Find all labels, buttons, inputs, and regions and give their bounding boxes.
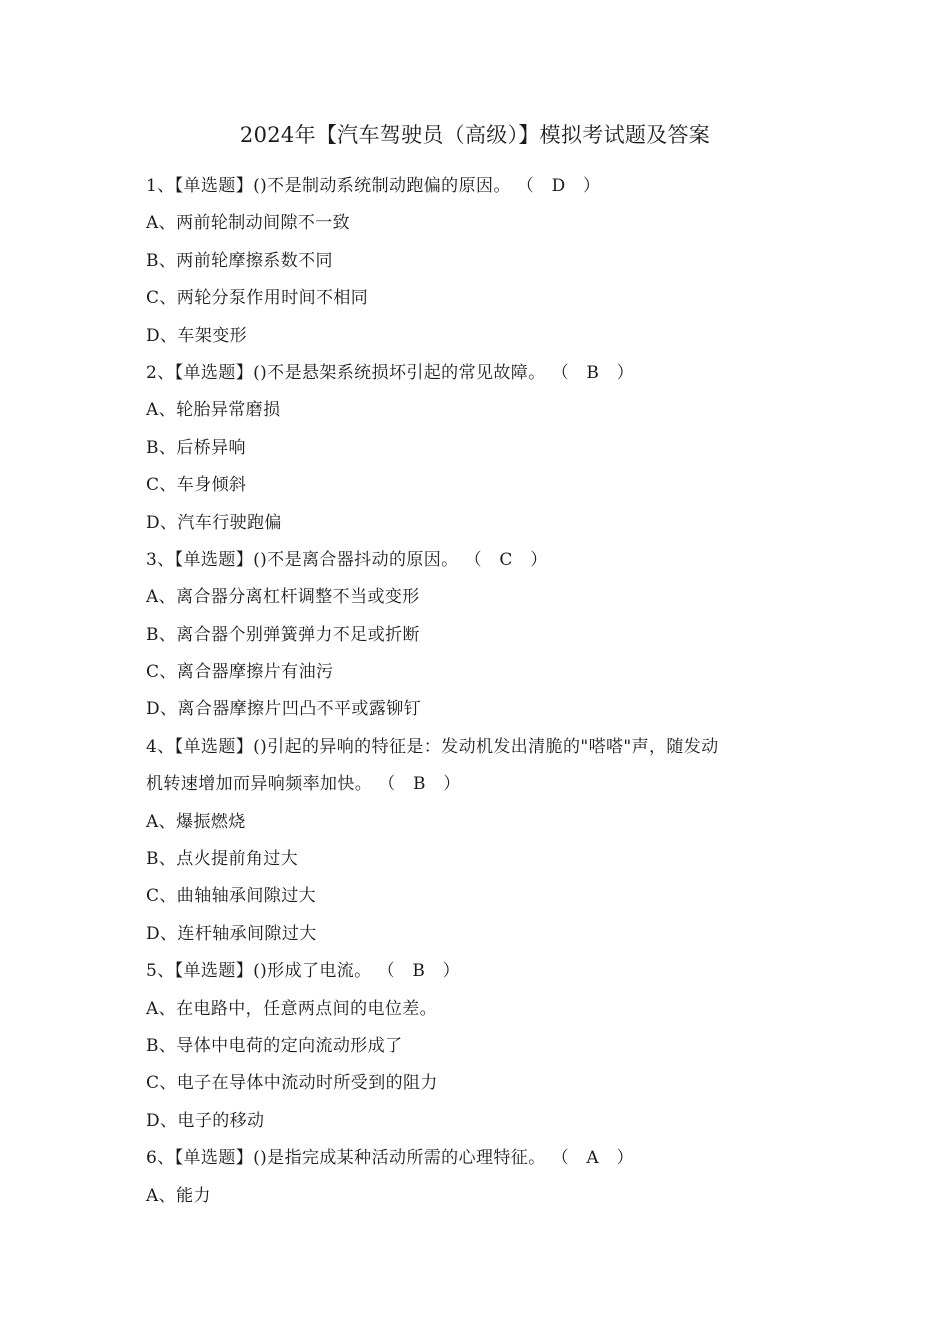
- question-list: [146, 168, 810, 1215]
- option-item: D、汽车行驶跑偏: [146, 512, 282, 533]
- question-text: 机转速增加而异响频率加快。: [146, 774, 373, 795]
- option-item: B、后桥异响: [146, 437, 246, 458]
- option-item: C、离合器摩擦片有油污: [146, 662, 334, 683]
- question-text: 6、【单选题】()是指完成某种活动所需的心理特征。: [146, 1148, 546, 1169]
- option-item: A、在电路中，任意两点间的电位差。: [146, 998, 438, 1019]
- answer-key: （ C ）: [464, 549, 548, 570]
- question-stem: [146, 953, 810, 990]
- question-stem: 4、【单选题】()引起的异响的特征是：发动机发出清脆的"嗒嗒"声，随发动: [146, 736, 719, 757]
- answer-key: （ A ）: [551, 1148, 634, 1169]
- option-item: D、连杆轴承间隙过大: [146, 923, 317, 944]
- answer-key: （ B ）: [377, 961, 461, 982]
- option-item: B、两前轮摩擦系数不同: [146, 250, 333, 271]
- answer-key: （ B ）: [551, 362, 635, 383]
- option-item: C、车身倾斜: [146, 475, 247, 496]
- option-item: B、离合器个别弹簧弹力不足或折断: [146, 624, 420, 645]
- answer-key: （ B ）: [378, 774, 461, 795]
- page-title: 2024年【汽车驾驶员（高级）】模拟考试题及答案: [239, 123, 711, 147]
- option-item: D、离合器摩擦片凹凸不平或露铆钉: [146, 699, 422, 720]
- question-stem: [146, 1140, 810, 1177]
- option-item: D、车架变形: [146, 325, 248, 346]
- question-stem: [146, 168, 810, 205]
- answer-key: （ D ）: [516, 176, 601, 196]
- option-item: A、爆振燃烧: [146, 811, 246, 832]
- option-item: A、轮胎异常磨损: [146, 400, 281, 421]
- question-text: 2、【单选题】()不是悬架系统损坏引起的常见故障。: [146, 362, 546, 383]
- option-item: A、离合器分离杠杆调整不当或变形: [146, 587, 420, 608]
- option-item: C、电子在导体中流动时所受到的阻力: [146, 1073, 438, 1094]
- option-item: A、两前轮制动间隙不一致: [146, 213, 351, 234]
- option-item: B、点火提前角过大: [146, 849, 299, 870]
- question-text: 3、【单选题】()不是离合器抖动的原因。: [146, 549, 459, 570]
- question-stem-continued: [146, 766, 810, 803]
- option-item: C、曲轴轴承间隙过大: [146, 886, 317, 907]
- question-stem: [146, 542, 810, 579]
- option-item: C、两轮分泵作用时间不相同: [146, 288, 369, 309]
- option-item: A、能力: [146, 1185, 211, 1206]
- question-text: 1、【单选题】()不是制动系统制动跑偏的原因。: [146, 176, 511, 196]
- option-item: B、导体中电荷的定向流动形成了: [146, 1035, 403, 1056]
- question-stem: [146, 355, 810, 392]
- option-item: D、电子的移动: [146, 1110, 265, 1131]
- question-text: 5、【单选题】()形成了电流。: [146, 961, 372, 982]
